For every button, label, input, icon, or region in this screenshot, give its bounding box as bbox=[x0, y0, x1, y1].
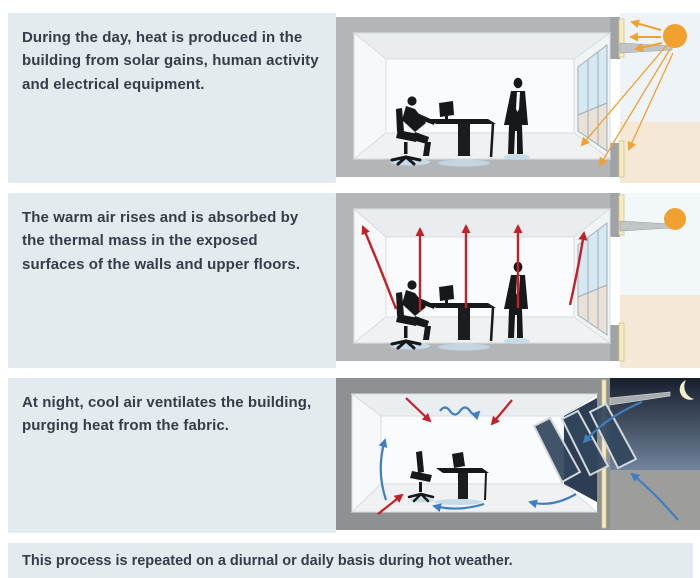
shadow bbox=[434, 499, 482, 505]
day-ground bbox=[620, 122, 700, 183]
panel-day bbox=[8, 13, 700, 183]
monitor bbox=[439, 285, 454, 301]
panel-night bbox=[8, 378, 700, 533]
panel-thermal-mass bbox=[8, 193, 700, 368]
footer-strip bbox=[8, 543, 693, 578]
warm-air-rises-illustration bbox=[336, 193, 700, 368]
day-sky bbox=[620, 193, 700, 295]
insulation-strip bbox=[602, 380, 606, 528]
panel-day-caption: During the day, heat is produced in the building from solar gains, human activity and electrical equipment. bbox=[22, 29, 319, 93]
shadow bbox=[438, 160, 490, 167]
panel-thermal-mass-textbox bbox=[8, 193, 336, 368]
panel-thermal-mass-caption: The warm air rises and is absorbed by the thermal mass in the exposed surfaces of the walls and upper floors. bbox=[22, 209, 301, 273]
day-ground bbox=[620, 295, 700, 368]
room-interior bbox=[354, 209, 610, 343]
night-ventilation-illustration bbox=[336, 378, 700, 533]
panel-day-textbox bbox=[8, 13, 336, 183]
monitor bbox=[439, 101, 454, 117]
panel-night-caption: At night, cool air ventilates the building, purging heat from the fabric. bbox=[22, 394, 312, 435]
room-interior bbox=[354, 33, 610, 159]
panel-night-figure bbox=[336, 378, 700, 533]
day-solar-gains-illustration bbox=[336, 13, 700, 183]
insulation-strip bbox=[619, 141, 624, 177]
insulation-strip bbox=[619, 323, 624, 361]
footer-caption: This process is repeated on a diurnal or daily basis during hot weather. bbox=[22, 552, 513, 569]
panel-thermal-mass-figure bbox=[336, 193, 700, 368]
sun-icon bbox=[664, 208, 686, 230]
shadow bbox=[438, 344, 490, 351]
panel-night-textbox bbox=[8, 378, 336, 533]
shadow bbox=[504, 154, 530, 160]
night-ground bbox=[610, 470, 700, 530]
sun-icon bbox=[663, 24, 687, 48]
panel-day-figure bbox=[336, 13, 700, 183]
monitor bbox=[452, 452, 465, 468]
shadow bbox=[504, 338, 530, 344]
